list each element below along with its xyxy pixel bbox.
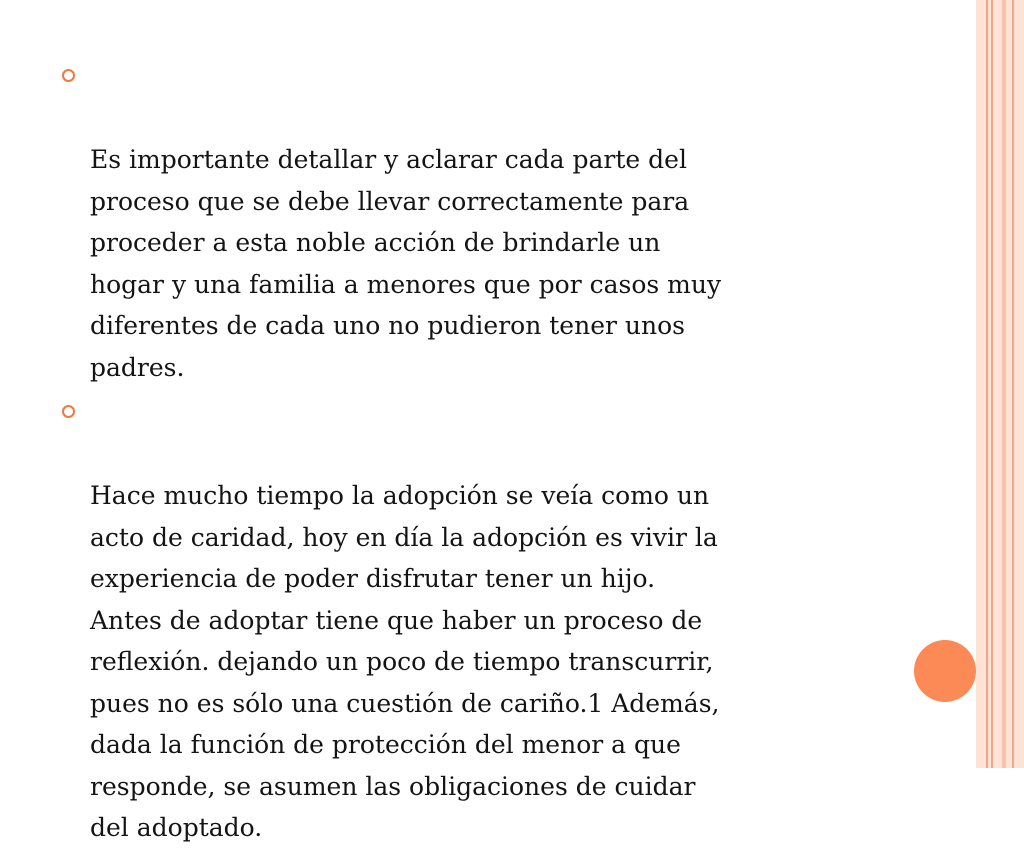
decorative-stripe	[993, 0, 1002, 768]
circle-bullet-icon	[62, 405, 75, 418]
list-item	[60, 56, 890, 388]
bullet-text: Es importante detallar y aclarar cada parte del proceso que se debe llevar correctamente para proceder a esta noble acción de brindarle un hogar y una familia a menores que por casos muy diferentes de cada uno no pudieron tener unos padres.	[90, 145, 722, 382]
circle-bullet-icon	[62, 69, 75, 82]
bullet-list	[60, 56, 890, 853]
decorative-stripe	[1014, 0, 1024, 768]
decorative-stripe	[976, 0, 986, 768]
decorative-circle	[914, 640, 976, 702]
list-item	[60, 392, 890, 849]
bullet-text: Hace mucho tiempo la adopción se veía como un acto de caridad, hoy en día la adopción es vivir la experiencia de poder disfrutar tener un hijo. Antes de adoptar tiene que haber un proceso de reflexión. dejando un poco de tiempo transcurrir, pues no es sólo una cuestión de cariño.1 Además, dada la función de protección del menor a que responde, se asumen las obligaciones de cuidar del adoptado.	[90, 481, 720, 842]
